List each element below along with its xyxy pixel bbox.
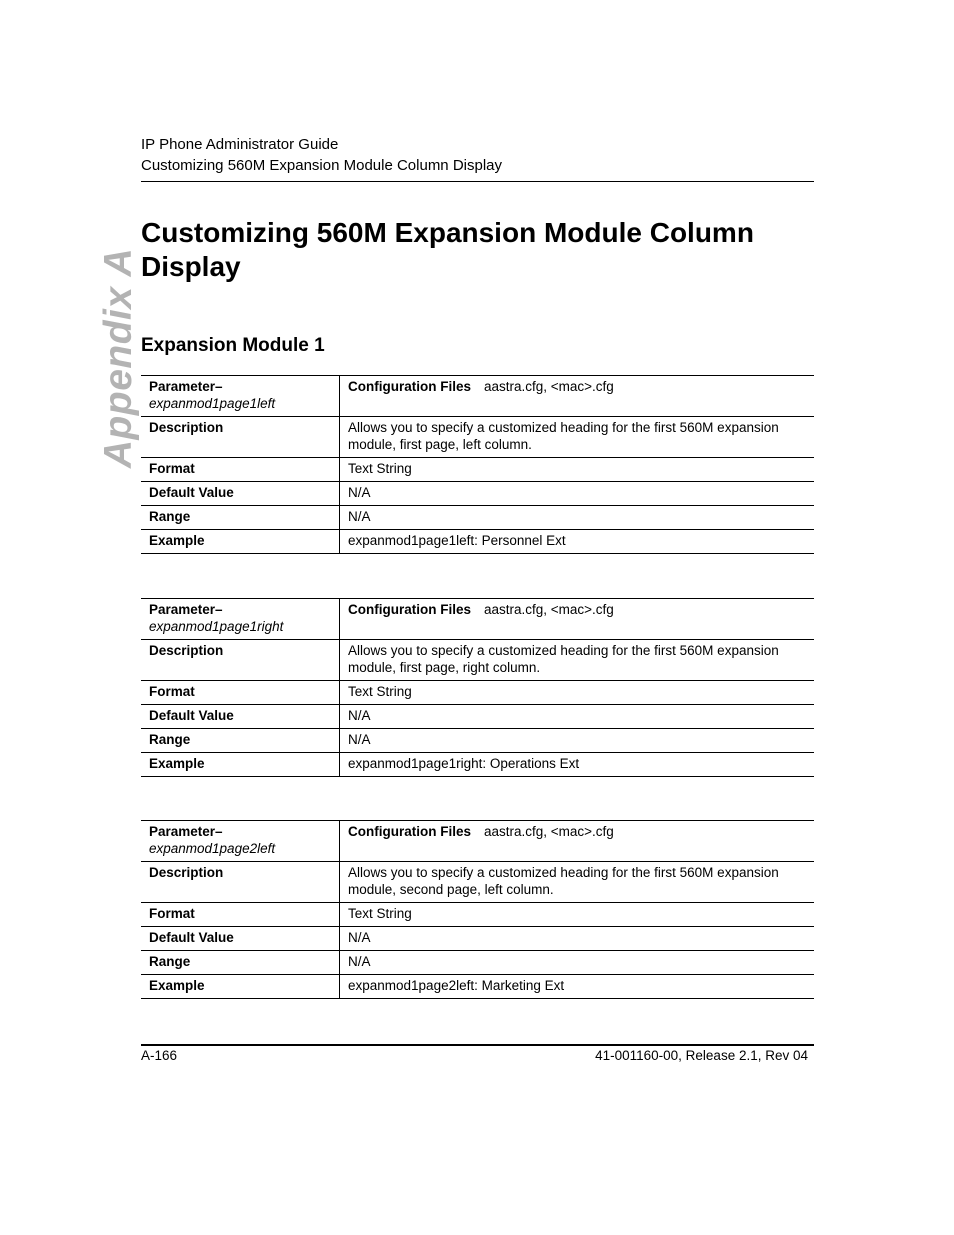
parameter-cell [141,599,340,640]
table-row [141,376,814,417]
table-row [141,927,814,951]
row-label: Default Value [141,927,340,951]
row-value: Text String [340,681,815,705]
table-row [141,705,814,729]
table-row [141,951,814,975]
config-files-cell [340,599,815,640]
row-value: Allows you to specify a customized heading for the first 560M expansion module, second page, left column. [340,862,815,903]
row-value: Text String [340,458,815,482]
config-files-value: aastra.cfg, <mac>.cfg [484,379,614,394]
config-files-value: aastra.cfg, <mac>.cfg [484,824,614,839]
running-header-title: IP Phone Administrator Guide [141,136,339,153]
table-row [141,729,814,753]
table-row [141,530,814,554]
parameter-label: Parameter– [149,379,223,394]
document-id: 41-001160-00, Release 2.1, Rev 04 [595,1048,808,1063]
parameter-table-3 [141,820,814,999]
section-heading: Expansion Module 1 [141,335,325,356]
row-value: Text String [340,903,815,927]
page-number: A-166 [141,1048,178,1063]
row-value: Allows you to specify a customized heading for the first 560M expansion module, first page, left column. [340,417,815,458]
appendix-side-tab [96,247,142,469]
config-files-value: aastra.cfg, <mac>.cfg [484,602,614,617]
parameter-cell [141,376,340,417]
row-label: Description [141,640,340,681]
parameter-label: Parameter– [149,602,223,617]
table-row [141,753,814,777]
config-files-cell [340,376,815,417]
row-label: Description [141,862,340,903]
row-label: Format [141,903,340,927]
table-row [141,821,814,862]
running-header-section: Customizing 560M Expansion Module Column Display [141,157,503,174]
header-divider [141,181,814,182]
parameter-label: Parameter– [149,824,223,839]
table-row [141,506,814,530]
parameter-name: expanmod1page1left [149,396,276,411]
config-files-label: Configuration Files [348,379,471,394]
table-row [141,458,814,482]
table-row [141,681,814,705]
row-label: Format [141,458,340,482]
config-files-label: Configuration Files [348,824,471,839]
row-value: N/A [340,729,815,753]
row-label: Range [141,729,340,753]
row-value: N/A [340,506,815,530]
row-value: N/A [340,705,815,729]
parameter-cell [141,821,340,862]
row-label: Description [141,417,340,458]
table-row [141,975,814,999]
parameter-name: expanmod1page1right [149,619,284,634]
row-label: Default Value [141,705,340,729]
parameter-name: expanmod1page2left [149,841,276,856]
page-title: Customizing 560M Expansion Module Column Display [141,217,754,282]
row-label: Example [141,753,340,777]
row-label: Example [141,530,340,554]
parameter-table-2 [141,598,814,777]
config-files-label: Configuration Files [348,602,471,617]
row-value: N/A [340,951,815,975]
row-label: Format [141,681,340,705]
row-value: expanmod1page2left: Marketing Ext [340,975,815,999]
row-value: Allows you to specify a customized heading for the first 560M expansion module, first page, right column. [340,640,815,681]
row-label: Range [141,506,340,530]
table-row [141,417,814,458]
appendix-side-tab-label: Appendix A [97,247,140,469]
row-value: N/A [340,482,815,506]
row-value: expanmod1page1right: Operations Ext [340,753,815,777]
row-label: Default Value [141,482,340,506]
row-value: N/A [340,927,815,951]
row-label: Range [141,951,340,975]
table-row [141,862,814,903]
table-row [141,640,814,681]
footer-divider [141,1044,814,1046]
row-label: Example [141,975,340,999]
table-row [141,903,814,927]
parameter-table-1 [141,375,814,554]
table-row [141,599,814,640]
config-files-cell [340,821,815,862]
table-row [141,482,814,506]
row-value: expanmod1page1left: Personnel Ext [340,530,815,554]
